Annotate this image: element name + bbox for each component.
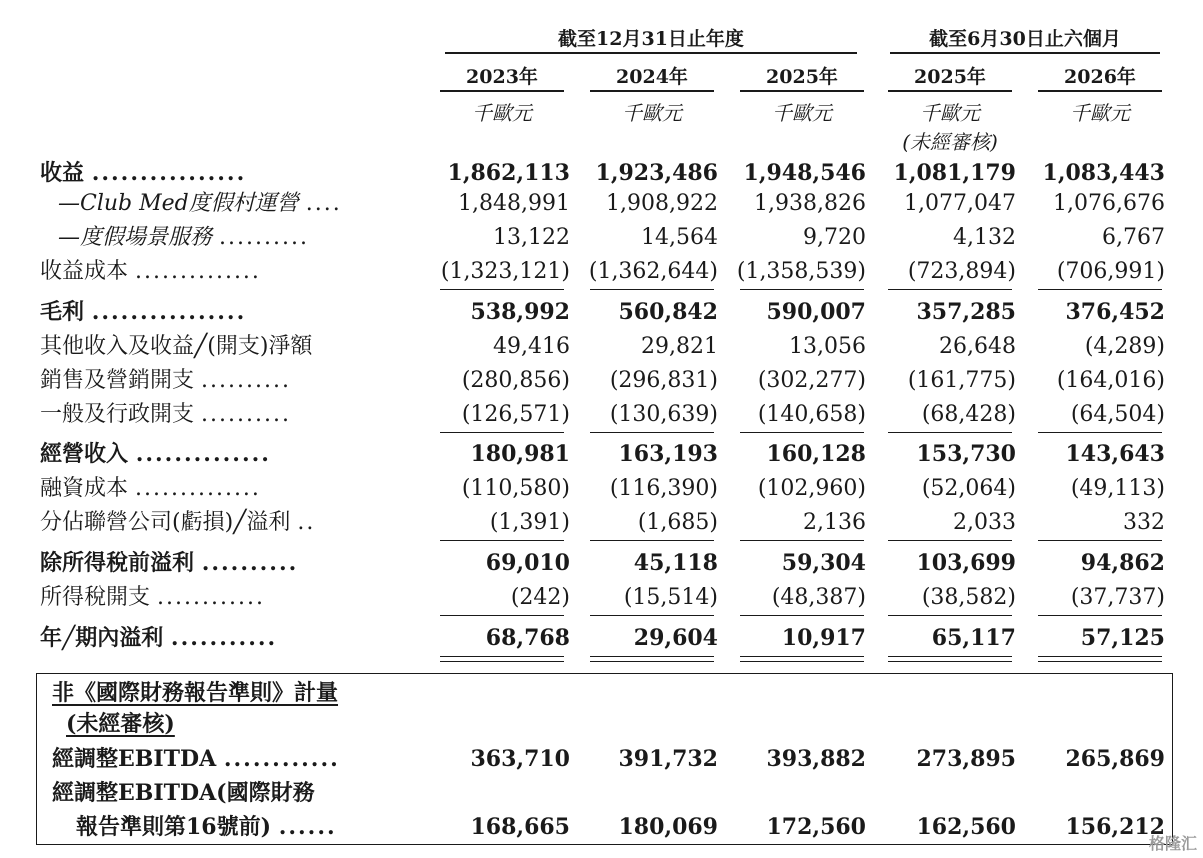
cell-value: (68,428) <box>921 402 1016 427</box>
subtotal-rule <box>1038 540 1162 541</box>
table-row <box>0 506 1203 540</box>
non-ifrs-cell-value: 273,895 <box>916 746 1016 772</box>
row-label-text: —度假場景服務 <box>58 225 213 250</box>
cell-value: 1,848,991 <box>458 191 570 216</box>
column-year-rule-0 <box>440 90 564 92</box>
row-leader-dots: .......... <box>201 368 291 393</box>
row-leader-dots: ........... <box>170 625 278 651</box>
subtotal-rule <box>888 540 1012 541</box>
row-label <box>40 330 420 364</box>
column-year-2: 2025年 <box>766 66 838 88</box>
table-row <box>0 255 1203 289</box>
cell-value: 26,648 <box>939 334 1016 359</box>
cell-value: (1,685) <box>637 510 718 535</box>
cell-value: (49,113) <box>1070 476 1165 501</box>
subtotal-rule <box>440 615 564 616</box>
cell-value: (48,387) <box>771 585 866 610</box>
non-ifrs-subtitle <box>66 707 366 741</box>
subtotal-rule <box>440 432 564 433</box>
table-row <box>0 156 1203 190</box>
cell-value: 9,720 <box>803 225 866 250</box>
cell-value: 57,125 <box>1080 625 1165 651</box>
row-label-text: 一般及行政開支 <box>40 402 195 427</box>
subtotal-rule <box>590 432 714 433</box>
row-label <box>40 472 420 506</box>
total-double-rule <box>440 656 564 662</box>
non-ifrs-row-label-text: 經調整EBITDA(國際財務 <box>52 780 315 806</box>
row-label-text: 收益 <box>40 160 85 186</box>
subtotal-rule <box>888 432 1012 433</box>
non-ifrs-subtitle-text: (未經審核) <box>66 711 175 737</box>
row-label <box>40 364 420 398</box>
row-label <box>40 621 420 655</box>
non-ifrs-row-label <box>76 810 436 844</box>
row-leader-dots: ...... <box>278 814 337 840</box>
non-ifrs-cell-value: 168,665 <box>470 814 570 840</box>
cell-value: 1,076,676 <box>1053 191 1165 216</box>
cell-value: 1,908,922 <box>606 191 718 216</box>
total-double-rule <box>740 656 864 662</box>
cell-value: (64,504) <box>1070 402 1165 427</box>
cell-value: 59,304 <box>781 550 866 576</box>
cell-value: 14,564 <box>641 225 718 250</box>
row-label-text: 毛利 <box>40 299 85 325</box>
column-unit-0: 千歐元 <box>472 101 532 125</box>
table-row <box>0 581 1203 615</box>
row-leader-dots: ................ <box>91 299 247 325</box>
subtotal-rule <box>590 540 714 541</box>
cell-value: (164,016) <box>1056 368 1165 393</box>
subtotal-rule <box>740 289 864 290</box>
non-ifrs-cell-value: 265,869 <box>1065 746 1165 772</box>
table-row <box>0 295 1203 329</box>
cell-value: (280,856) <box>461 368 570 393</box>
cell-value: (723,894) <box>907 259 1016 284</box>
row-leader-dots: .............. <box>135 259 261 284</box>
table-row <box>0 546 1203 580</box>
non-ifrs-cell-value: 162,560 <box>916 814 1016 840</box>
row-label <box>40 546 420 580</box>
non-ifrs-cell-value: 391,732 <box>618 746 718 772</box>
group-header-rule-2 <box>890 52 1160 54</box>
table-row <box>0 364 1203 398</box>
cell-value: 69,010 <box>485 550 570 576</box>
cell-value: 13,122 <box>493 225 570 250</box>
subtotal-rule <box>740 432 864 433</box>
column-unit-3: 千歐元 <box>920 101 980 125</box>
row-label-text: 所得稅開支 <box>40 585 151 610</box>
cell-value: (37,737) <box>1070 585 1165 610</box>
subtotal-rule <box>740 615 864 616</box>
cell-value: 357,285 <box>916 299 1016 325</box>
cell-value: (52,064) <box>921 476 1016 501</box>
cell-value: (706,991) <box>1056 259 1165 284</box>
row-label-text: 收益成本 <box>40 259 129 284</box>
row-label <box>40 255 420 289</box>
row-leader-dots: .......... <box>201 550 299 576</box>
cell-value: (296,831) <box>609 368 718 393</box>
group-header-rule-1 <box>445 52 857 54</box>
column-note-3: (未經審核) <box>902 130 998 154</box>
subtotal-rule <box>740 540 864 541</box>
table-row <box>0 437 1203 471</box>
column-unit-4: 千歐元 <box>1070 101 1130 125</box>
cell-value: 1,083,443 <box>1042 160 1165 186</box>
cell-value: 143,643 <box>1065 441 1165 467</box>
subtotal-rule <box>440 540 564 541</box>
cell-value: 2,033 <box>953 510 1016 535</box>
non-ifrs-cell-value: 156,212 <box>1065 814 1165 840</box>
row-label-text: —Club Med度假村運營 <box>58 191 299 216</box>
cell-value: 332 <box>1123 510 1165 535</box>
row-leader-dots: .............. <box>135 441 271 467</box>
cell-value: (116,390) <box>609 476 718 501</box>
row-label <box>40 156 420 190</box>
cell-value: 10,917 <box>781 625 866 651</box>
cell-value: (161,775) <box>907 368 1016 393</box>
non-ifrs-row-label-text: 報告準則第16號前) <box>76 814 272 840</box>
column-year-3: 2025年 <box>914 66 986 88</box>
cell-value: (242) <box>510 585 570 610</box>
cell-value: 1,081,179 <box>893 160 1016 186</box>
row-label <box>40 437 420 471</box>
column-year-0: 2023年 <box>466 66 538 88</box>
column-unit-1: 千歐元 <box>622 101 682 125</box>
column-year-rule-3 <box>888 90 1012 92</box>
row-leader-dots: .......... <box>201 402 291 427</box>
cell-value: 376,452 <box>1065 299 1165 325</box>
column-year-rule-4 <box>1038 90 1162 92</box>
table-row <box>0 398 1203 432</box>
cell-value: 29,821 <box>641 334 718 359</box>
cell-value: 6,767 <box>1102 225 1165 250</box>
cell-value: 1,948,546 <box>743 160 866 186</box>
cell-value: 1,938,826 <box>754 191 866 216</box>
column-year-4: 2026年 <box>1064 66 1136 88</box>
row-leader-dots: ................ <box>91 160 247 186</box>
row-label <box>40 295 420 329</box>
total-double-rule <box>590 656 714 662</box>
cell-value: (110,580) <box>461 476 570 501</box>
non-ifrs-row-label <box>52 776 412 810</box>
subtotal-rule <box>590 615 714 616</box>
cell-value: 560,842 <box>618 299 718 325</box>
cell-value: 163,193 <box>618 441 718 467</box>
row-label <box>40 398 420 432</box>
cell-value: 49,416 <box>493 334 570 359</box>
non-ifrs-cell-value: 180,069 <box>618 814 718 840</box>
cell-value: 2,136 <box>803 510 866 535</box>
column-year-rule-1 <box>590 90 714 92</box>
table-row <box>0 221 1203 255</box>
subtotal-rule <box>590 289 714 290</box>
row-label-text: 經營收入 <box>40 441 129 467</box>
cell-value: (1,391) <box>489 510 570 535</box>
group-header-fiscal-year: 截至12月31日止年度 <box>558 28 744 50</box>
table-row <box>0 621 1203 655</box>
group-header-six-months: 截至6月30日止六個月 <box>929 28 1121 50</box>
cell-value: (140,658) <box>757 402 866 427</box>
table-row <box>0 472 1203 506</box>
row-leader-dots: ............ <box>223 746 340 772</box>
row-leader-dots: .. <box>297 510 316 535</box>
non-ifrs-cell-value: 172,560 <box>766 814 866 840</box>
cell-value: 4,132 <box>953 225 1016 250</box>
total-double-rule <box>888 656 1012 662</box>
row-label-text: 分佔聯營公司(虧損)╱溢利 <box>40 510 291 535</box>
subtotal-rule <box>888 615 1012 616</box>
subtotal-rule <box>1038 615 1162 616</box>
cell-value: 160,128 <box>766 441 866 467</box>
cell-value: (38,582) <box>921 585 1016 610</box>
cell-value: 68,768 <box>485 625 570 651</box>
row-leader-dots: .......... <box>219 225 309 250</box>
column-year-1: 2024年 <box>616 66 688 88</box>
row-leader-dots: ............ <box>157 585 265 610</box>
row-label-text: 年╱期內溢利 <box>40 625 164 651</box>
cell-value: 65,117 <box>931 625 1016 651</box>
cell-value: 13,056 <box>789 334 866 359</box>
cell-value: 103,699 <box>916 550 1016 576</box>
cell-value: 1,077,047 <box>904 191 1016 216</box>
cell-value: (130,639) <box>609 402 718 427</box>
cell-value: (1,362,644) <box>588 259 718 284</box>
table-row <box>0 330 1203 364</box>
watermark: 格隆汇 <box>1148 834 1197 853</box>
cell-value: (302,277) <box>757 368 866 393</box>
row-label-text: 銷售及營銷開支 <box>40 368 195 393</box>
total-double-rule <box>1038 656 1162 662</box>
cell-value: 538,992 <box>470 299 570 325</box>
non-ifrs-title <box>52 676 412 710</box>
cell-value: 153,730 <box>916 441 1016 467</box>
non-ifrs-cell-value: 363,710 <box>470 746 570 772</box>
non-ifrs-title-text: 非《國際財務報告準則》計量 <box>52 680 339 706</box>
cell-value: (102,960) <box>757 476 866 501</box>
cell-value: 180,981 <box>470 441 570 467</box>
column-unit-2: 千歐元 <box>772 101 832 125</box>
cell-value: (4,289) <box>1084 334 1165 359</box>
column-year-rule-2 <box>740 90 864 92</box>
cell-value: (1,358,539) <box>736 259 866 284</box>
cell-value: 29,604 <box>633 625 718 651</box>
subtotal-rule <box>1038 432 1162 433</box>
cell-value: 1,923,486 <box>595 160 718 186</box>
row-leader-dots: .... <box>305 191 342 216</box>
row-label <box>58 187 438 221</box>
non-ifrs-cell-value: 393,882 <box>766 746 866 772</box>
row-label-text: 其他收入及收益╱(開支)淨額 <box>40 334 313 359</box>
table-row <box>0 187 1203 221</box>
subtotal-rule <box>888 289 1012 290</box>
cell-value: (1,323,121) <box>440 259 570 284</box>
cell-value: (126,571) <box>461 402 570 427</box>
non-ifrs-row-label-text: 經調整EBITDA <box>52 746 217 772</box>
cell-value: 45,118 <box>633 550 718 576</box>
row-label-text: 融資成本 <box>40 476 129 501</box>
cell-value: 590,007 <box>766 299 866 325</box>
subtotal-rule <box>440 289 564 290</box>
row-label <box>58 221 438 255</box>
row-label <box>40 506 420 540</box>
cell-value: (15,514) <box>623 585 718 610</box>
subtotal-rule <box>1038 289 1162 290</box>
cell-value: 94,862 <box>1080 550 1165 576</box>
row-label-text: 除所得稅前溢利 <box>40 550 195 576</box>
cell-value: 1,862,113 <box>447 160 570 186</box>
non-ifrs-row-label <box>52 742 412 776</box>
row-leader-dots: .............. <box>135 476 261 501</box>
row-label <box>40 581 420 615</box>
